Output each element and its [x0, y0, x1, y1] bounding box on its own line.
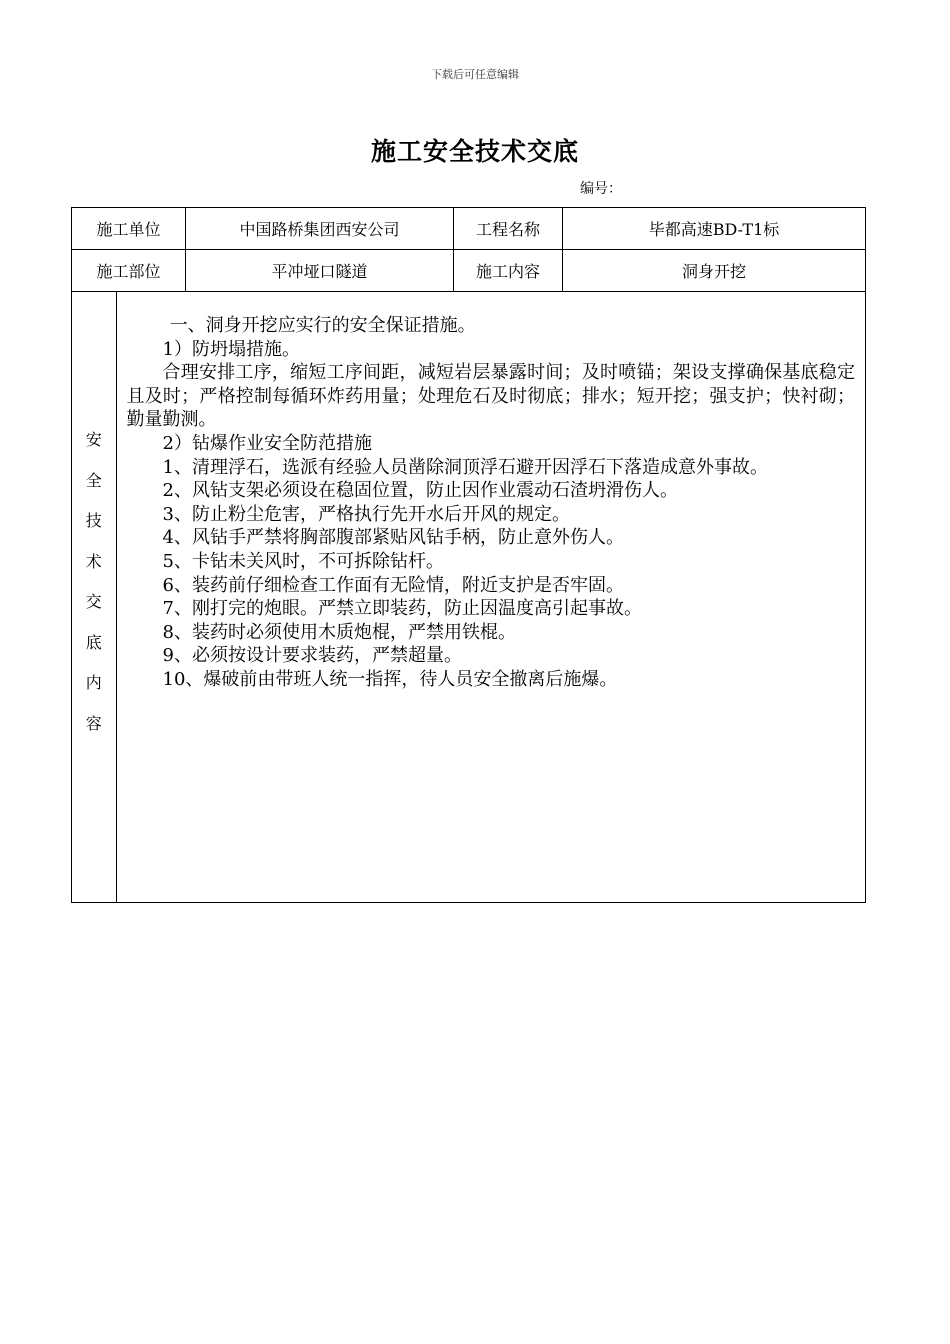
- construction-unit-value: 中国路桥集团西安公司: [186, 208, 454, 250]
- side-label-char: 容: [85, 713, 102, 733]
- construction-site-label: 施工部位: [72, 250, 186, 292]
- construction-content-label: 施工内容: [454, 250, 563, 292]
- subsection-heading: 1）防坍塌措施。: [162, 338, 300, 360]
- side-label-char: 内: [85, 673, 102, 692]
- side-label-char: 交: [85, 592, 102, 611]
- header-note: 下载后可任意编辑: [431, 68, 519, 81]
- content-item: 8、装药时必须使用木质炮棍，严禁用铁棍。: [162, 621, 516, 643]
- subsection-heading: 2）钻爆作业安全防范措施: [162, 432, 372, 454]
- project-name-label: 工程名称: [454, 208, 563, 250]
- info-row-2: [72, 250, 866, 292]
- content-item: 3、防止粉尘危害，严格执行先开水后开风的规定。: [162, 503, 570, 525]
- content-item: 2、风钻支架必须设在稳固位置，防止因作业震动石渣坍滑伤人。: [162, 480, 678, 502]
- side-label-char: 底: [85, 632, 102, 652]
- content-item: 1、清理浮石，选派有经验人员凿除洞顶浮石避开因浮石下落造成意外事故。: [162, 456, 768, 478]
- content-item: 7、刚打完的炮眼。严禁立即装药，防止因温度高引起事故。: [162, 598, 642, 620]
- content-row: [72, 292, 866, 903]
- side-label-cell: [72, 292, 116, 902]
- side-label: [72, 420, 116, 744]
- handover-form-table: [71, 207, 866, 903]
- construction-site-value: 平冲垭口隧道: [186, 250, 454, 292]
- document-number-label: 编号：: [580, 181, 622, 197]
- construction-content-value: 洞身开挖: [563, 250, 866, 292]
- section-heading: 一、洞身开挖应实行的安全保证措施。: [169, 315, 476, 336]
- content-inner-table: [72, 292, 865, 902]
- content-paragraph: 合理安排工序，缩短工序间距，减短岩层暴露时间；及时喷锚；架设支撑确保基底稳定且及时；严格控制每循环炸药用量；处理危石及时彻底；排水；短开挖；强支护；快衬砌；勤量勤测。: [126, 362, 855, 431]
- side-label-char: 技: [85, 511, 102, 530]
- side-label-char: 全: [85, 470, 102, 490]
- info-row-1: [72, 208, 866, 250]
- side-label-char: 术: [85, 551, 102, 571]
- document-title: 施工安全技术交底: [370, 137, 579, 166]
- content-item: 6、装药前仔细检查工作面有无险情，附近支护是否牢固。: [162, 574, 624, 596]
- safety-content-cell: [116, 292, 865, 902]
- content-item: 5、卡钻未关风时，不可拆除钻杆。: [162, 550, 444, 572]
- content-item: 9、必须按设计要求装药，严禁超量。: [162, 645, 462, 667]
- project-name-value: 毕都高速BD-T1标: [563, 208, 866, 250]
- construction-unit-label: 施工单位: [72, 208, 186, 250]
- side-label-char: 安: [85, 430, 102, 449]
- content-item: 4、风钻手严禁将胸部腹部紧贴风钻手柄，防止意外伤人。: [162, 527, 624, 549]
- content-item: 10、爆破前由带班人统一指挥，待人员安全撤离后施爆。: [162, 668, 618, 690]
